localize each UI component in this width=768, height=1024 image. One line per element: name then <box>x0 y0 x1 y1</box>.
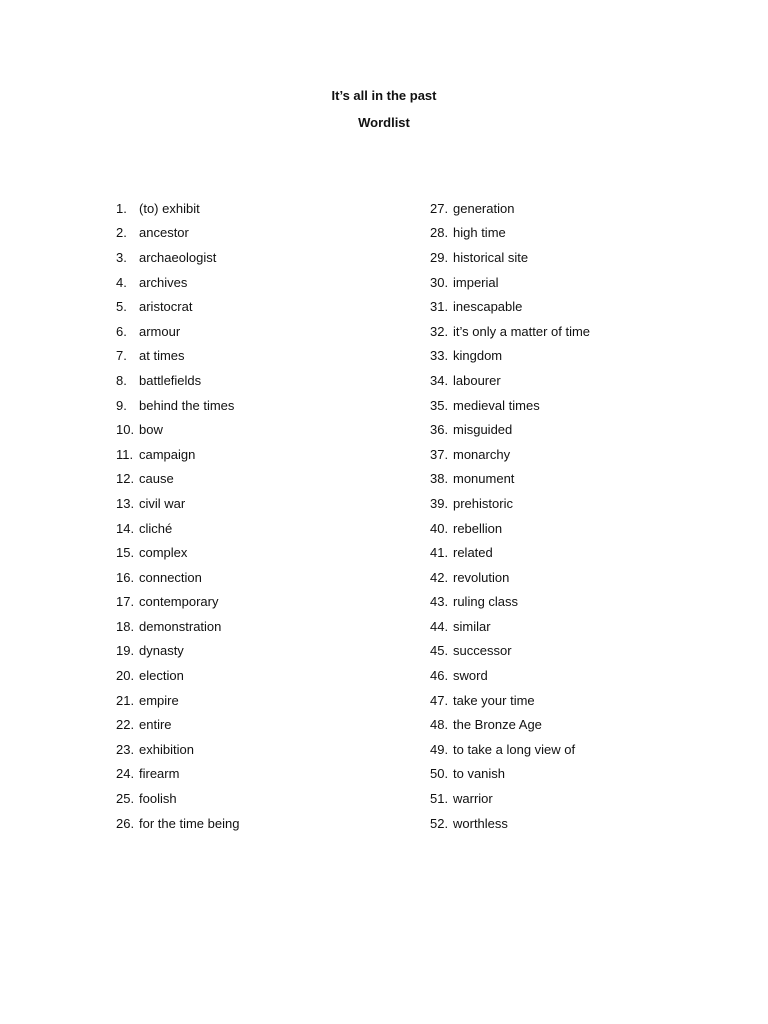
item-word: kingdom <box>453 348 503 364</box>
list-item <box>116 196 416 221</box>
list-item <box>116 221 416 246</box>
item-word: similar <box>453 618 491 634</box>
list-item <box>116 762 416 787</box>
item-number: 27. <box>430 200 449 216</box>
list-item <box>430 712 730 737</box>
item-word: medieval times <box>453 397 540 413</box>
item-number: 18. <box>116 618 135 634</box>
list-item <box>430 565 730 590</box>
item-number: 47. <box>430 692 449 708</box>
item-number: 20. <box>116 668 135 684</box>
list-item <box>116 737 416 762</box>
list-item <box>430 294 730 319</box>
item-number: 48. <box>430 717 449 733</box>
item-word: connection <box>139 569 202 585</box>
item-number: 24. <box>116 766 135 782</box>
item-number: 2. <box>116 225 127 241</box>
list-item <box>430 221 730 246</box>
item-word: related <box>453 545 493 561</box>
item-word: successor <box>453 643 512 659</box>
item-word: misguided <box>453 422 513 438</box>
item-number: 32. <box>430 323 449 339</box>
list-item <box>430 442 730 467</box>
item-word: contemporary <box>139 594 219 610</box>
item-word: civil war <box>139 495 186 511</box>
item-word: ancestor <box>139 225 189 241</box>
item-word: to vanish <box>453 766 506 782</box>
wordlist-right-column <box>430 196 730 835</box>
item-number: 29. <box>430 249 449 265</box>
list-item <box>430 467 730 492</box>
wordlist-left-column <box>116 196 416 835</box>
item-word: election <box>139 668 184 684</box>
item-number: 37. <box>430 446 449 462</box>
item-word: empire <box>139 692 179 708</box>
item-number: 50. <box>430 766 449 782</box>
item-number: 52. <box>430 815 449 831</box>
item-word: dynasty <box>139 643 184 659</box>
list-item <box>116 245 416 270</box>
list-item <box>116 639 416 664</box>
list-item <box>430 786 730 811</box>
item-number: 14. <box>116 520 135 536</box>
item-word: labourer <box>453 372 501 388</box>
item-word: at times <box>139 348 185 364</box>
list-item <box>116 516 416 541</box>
list-item <box>430 663 730 688</box>
item-number: 15. <box>116 545 135 561</box>
item-word: entire <box>139 717 172 733</box>
list-item <box>430 540 730 565</box>
item-word: take your time <box>453 692 535 708</box>
item-number: 19. <box>116 643 135 659</box>
item-number: 3. <box>116 249 127 265</box>
list-item <box>116 417 416 442</box>
item-word: revolution <box>453 569 510 585</box>
item-number: 40. <box>430 520 449 536</box>
item-word: generation <box>453 200 515 216</box>
list-item <box>430 614 730 639</box>
list-item <box>430 245 730 270</box>
item-number: 35. <box>430 397 449 413</box>
item-number: 16. <box>116 569 135 585</box>
list-item <box>116 712 416 737</box>
item-number: 38. <box>430 471 449 487</box>
item-word: firearm <box>139 766 180 782</box>
item-number: 30. <box>430 274 449 290</box>
item-word: archaeologist <box>139 249 217 265</box>
item-word: bow <box>139 422 163 438</box>
item-number: 22. <box>116 717 135 733</box>
item-word: the Bronze Age <box>453 717 542 733</box>
item-word: for the time being <box>139 815 240 831</box>
item-number: 6. <box>116 323 127 339</box>
item-word: worthless <box>453 815 508 831</box>
list-item <box>116 393 416 418</box>
list-item <box>430 393 730 418</box>
item-number: 44. <box>430 618 449 634</box>
item-number: 21. <box>116 692 135 708</box>
item-word: behind the times <box>139 397 235 413</box>
item-number: 41. <box>430 545 449 561</box>
item-number: 39. <box>430 495 449 511</box>
item-word: cliché <box>139 520 173 536</box>
list-item <box>430 368 730 393</box>
item-number: 46. <box>430 668 449 684</box>
list-item <box>430 688 730 713</box>
list-item <box>116 811 416 836</box>
item-word: monument <box>453 471 515 487</box>
item-word: inescapable <box>453 299 523 315</box>
item-word: monarchy <box>453 446 511 462</box>
list-item <box>116 368 416 393</box>
item-word: it’s only a matter of time <box>453 323 591 339</box>
item-word: sword <box>453 668 488 684</box>
list-item <box>116 688 416 713</box>
item-word: (to) exhibit <box>139 200 200 216</box>
item-number: 12. <box>116 471 135 487</box>
item-number: 51. <box>430 791 449 807</box>
item-number: 45. <box>430 643 449 659</box>
list-item <box>116 491 416 516</box>
list-item <box>116 294 416 319</box>
item-number: 49. <box>430 741 449 757</box>
item-word: prehistoric <box>453 495 513 511</box>
list-item <box>116 467 416 492</box>
item-number: 26. <box>116 815 135 831</box>
item-number: 25. <box>116 791 135 807</box>
item-number: 1. <box>116 200 127 216</box>
item-number: 34. <box>430 372 449 388</box>
item-number: 31. <box>430 299 449 315</box>
item-number: 43. <box>430 594 449 610</box>
list-item <box>116 442 416 467</box>
list-item <box>116 270 416 295</box>
item-number: 36. <box>430 422 449 438</box>
list-item <box>116 614 416 639</box>
item-word: complex <box>139 545 188 561</box>
item-number: 4. <box>116 274 127 290</box>
list-item <box>430 319 730 344</box>
list-item <box>116 663 416 688</box>
item-word: foolish <box>139 791 177 807</box>
list-item <box>430 491 730 516</box>
item-word: armour <box>139 323 181 339</box>
list-item <box>116 540 416 565</box>
item-number: 23. <box>116 741 135 757</box>
item-number: 10. <box>116 422 135 438</box>
item-word: ruling class <box>453 594 519 610</box>
list-item <box>430 417 730 442</box>
list-item <box>430 639 730 664</box>
item-number: 8. <box>116 372 127 388</box>
list-item <box>116 344 416 369</box>
item-number: 28. <box>430 225 449 241</box>
list-item <box>430 737 730 762</box>
item-word: rebellion <box>453 520 503 536</box>
list-item <box>116 565 416 590</box>
item-number: 5. <box>116 299 127 315</box>
list-item <box>430 762 730 787</box>
item-word: campaign <box>139 446 196 462</box>
list-item <box>116 590 416 615</box>
item-number: 42. <box>430 569 449 585</box>
list-item <box>430 590 730 615</box>
item-number: 33. <box>430 348 449 364</box>
item-word: battlefields <box>139 372 202 388</box>
list-item <box>430 811 730 836</box>
item-word: to take a long view of <box>453 741 576 757</box>
item-word: historical site <box>453 249 529 265</box>
item-number: 11. <box>116 446 134 462</box>
item-word: cause <box>139 471 174 487</box>
list-item <box>430 344 730 369</box>
item-word: exhibition <box>139 741 194 757</box>
list-item <box>116 786 416 811</box>
list-item <box>430 270 730 295</box>
item-number: 7. <box>116 348 127 364</box>
list-item <box>430 516 730 541</box>
page-subtitle: Wordlist <box>358 115 410 130</box>
item-number: 17. <box>116 594 135 610</box>
item-word: aristocrat <box>139 299 193 315</box>
item-word: imperial <box>453 274 499 290</box>
item-number: 13. <box>116 495 135 511</box>
item-word: archives <box>139 274 188 290</box>
item-word: demonstration <box>139 618 222 634</box>
list-item <box>430 196 730 221</box>
page-title: It’s all in the past <box>331 88 437 103</box>
item-word: high time <box>453 225 506 241</box>
item-word: warrior <box>453 791 493 807</box>
item-number: 9. <box>116 397 127 413</box>
list-item <box>116 319 416 344</box>
